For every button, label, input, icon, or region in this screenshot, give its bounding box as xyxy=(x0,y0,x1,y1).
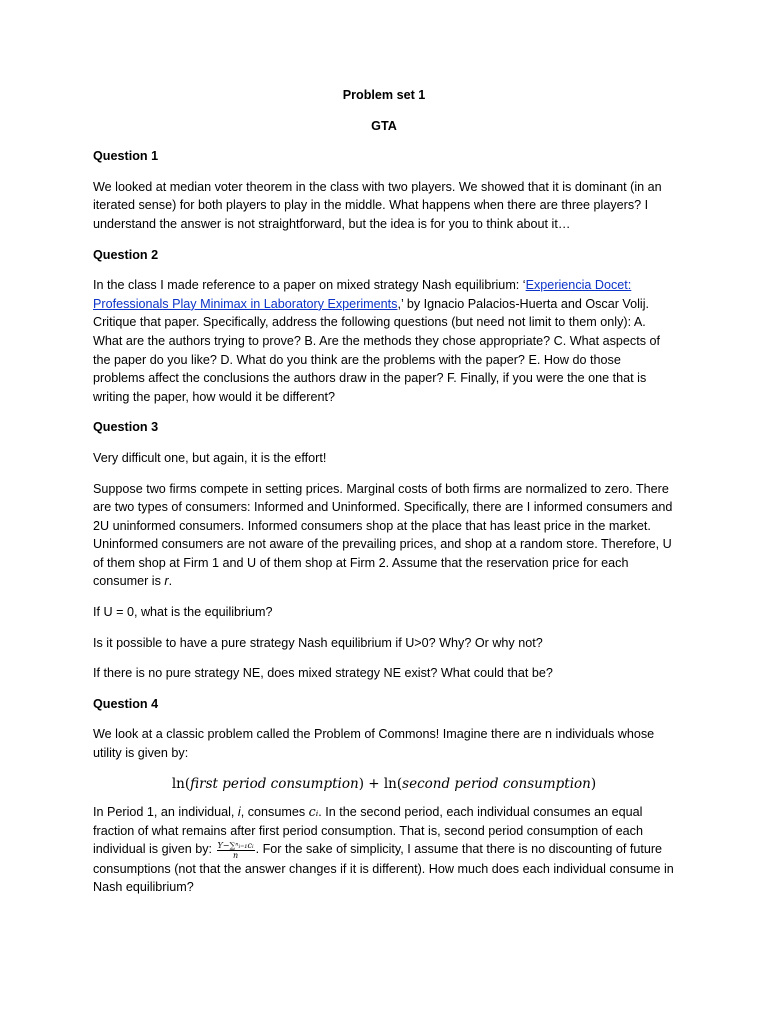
question-3-setup-after: . xyxy=(168,574,173,589)
fraction-denominator: n xyxy=(232,850,239,860)
question-3-setup xyxy=(93,480,675,592)
q4-text-a: In Period 1, an individual, xyxy=(93,805,238,820)
page-title: Problem set 1 xyxy=(342,88,426,102)
eq-arg-1: first period consumption xyxy=(190,775,359,792)
second-period-fraction xyxy=(217,841,255,860)
question-3-intro: Very difficult one, but again, it is the effort! xyxy=(93,450,327,465)
question-3-part-b: Is it possible to have a pure strategy Nash equilibrium if U>0? Why? Or why not? xyxy=(93,635,543,650)
question-3-part-c: If there is no pure strategy NE, does mixed strategy NE exist? What could that be? xyxy=(93,666,553,681)
fraction-numerator: Y−∑ⁿᵢ₌₁cᵢ xyxy=(217,840,254,850)
question-2-text-after: ,’ by Ignacio Palacios-Huerta and Oscar Volij. Critique that paper. Specifically, address the following questions (but need not limit to them only): A. What are the authors trying to prove? B. Are the methods they chose appropriate? C. What aspects of the paper do you like? D. What do you think are the problems with the paper? E. How do those problems affect the conclusions the authors draw in the paper? F. Finally, if you were the one that is writing the paper, how would it be different? xyxy=(93,296,661,404)
question-2-text-before: In the class I made reference to a paper on mixed strategy Nash equilibrium: ‘ xyxy=(93,278,526,293)
paper-link[interactable]: Experiencia Docet: Professionals Play Minimax in Laboratory Experiments xyxy=(93,278,632,311)
q4-var-ci: cᵢ xyxy=(308,804,319,820)
question-3-part-a: If U = 0, what is the equilibrium? xyxy=(93,605,273,620)
utility-equation xyxy=(93,775,675,794)
eq-arg-2: second period consumption xyxy=(402,775,591,792)
question-3-heading: Question 3 xyxy=(93,420,159,435)
question-3-setup-before: Suppose two firms compete in setting prices. Marginal costs of both firms are normalized to zero. There are two types of consumers: Informed and Uninformed. Specifically, there are I informed consumers and 2U uninformed consumers. Informed consumers shop at the place that has least price in the market. Uninformed consumers are not aware of the prevailing prices, and shop at a random store. Therefore, U of them shop at Firm 1 and U of them shop at Firm 2. Assume that the reservation price for each consumer is xyxy=(93,481,673,589)
question-1-text: We looked at median voter theorem in the class with two players. We showed that it is dominant (in an iterated sense) for both players to play in the middle. What happens when there are three players? I understand the answer is not straightforward, but the idea is for you to think about it… xyxy=(93,179,662,231)
eq-close: ) xyxy=(590,775,597,792)
q4-text-c: . In the second period, each individual consumes an equal fraction of what remains after first period consumption. That is, second period consumption of each individual is given by: xyxy=(93,805,643,857)
question-4-body xyxy=(93,803,675,897)
q4-text-b: , consumes xyxy=(240,805,309,820)
q4-text-d: . For the sake of simplicity, I assume that there is no discounting of future consumptions (not that the answer changes if it is different). How much does each individual consume in Nash equilibrium? xyxy=(93,842,674,895)
document-body xyxy=(93,86,675,909)
question-1-heading: Question 1 xyxy=(93,149,159,164)
question-4-heading: Question 4 xyxy=(93,696,159,711)
eq-ln-open-1: ln( xyxy=(171,775,191,792)
eq-mid: ) + ln( xyxy=(358,775,403,792)
reservation-price-var: r xyxy=(164,574,169,589)
q4-var-i: i xyxy=(237,805,241,820)
question-2-heading: Question 2 xyxy=(93,247,159,262)
question-2-text xyxy=(93,276,675,406)
question-4-intro: We look at a classic problem called the Problem of Commons! Imagine there are n individuals whose utility is given by: xyxy=(93,727,655,761)
page-subtitle: GTA xyxy=(371,118,397,133)
